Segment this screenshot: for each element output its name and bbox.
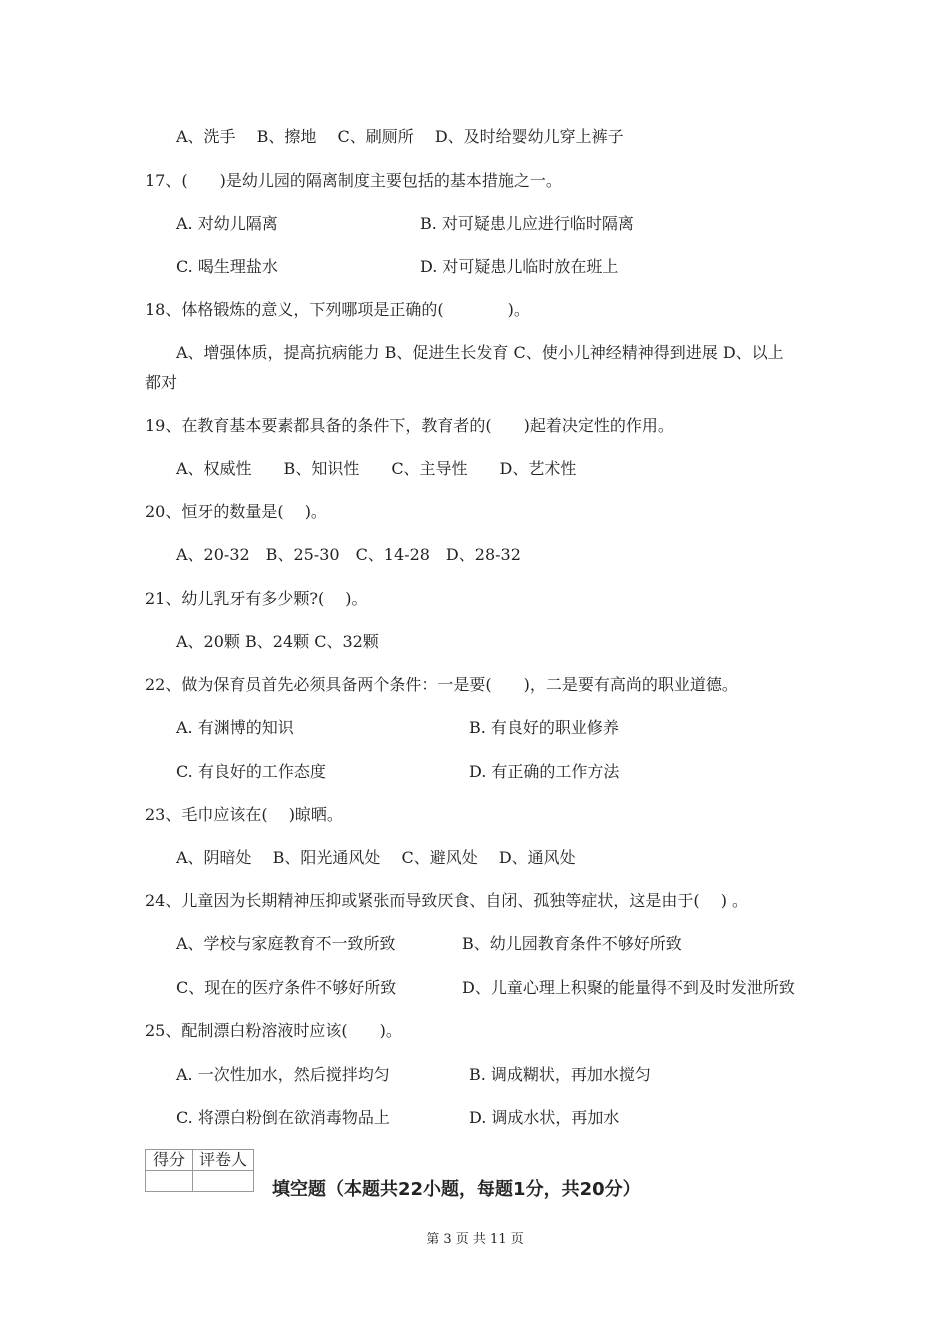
question-22-option-a: A. 有渊博的知识: [176, 718, 294, 737]
question-20-stem: 20、恒牙的数量是( )。: [145, 502, 327, 521]
question-22-option-d: D. 有正确的工作方法: [469, 762, 620, 781]
question-23-options: A、阴暗处 B、阳光通风处 C、避风处 D、通风处: [176, 848, 576, 867]
question-21-stem: 21、幼儿乳牙有多少颗?( )。: [145, 589, 368, 608]
score-header: 得分: [146, 1150, 193, 1171]
question-22-option-c: C. 有良好的工作态度: [176, 762, 326, 781]
question-22-stem: 22、做为保育员首先必须具备两个条件：一是要( )，二是要有高尚的职业道德。: [145, 675, 738, 694]
question-25-stem: 25、配制漂白粉溶液时应该( )。: [145, 1021, 402, 1040]
score-cell: [146, 1171, 193, 1192]
question-24-option-d: D、儿童心理上积聚的能量得不到及时发泄所致: [462, 978, 795, 997]
question-18-options-line1: A、增强体质，提高抗病能力 B、促进生长发育 C、使小儿神经精神得到进展 D、以上: [176, 343, 784, 362]
question-17-option-b: B. 对可疑患儿应进行临时隔离: [420, 214, 634, 233]
page-footer: 第 3 页 共 11 页: [426, 1232, 524, 1247]
question-16-options: A、洗手 B、擦地 C、刷厕所 D、及时给婴幼儿穿上裤子: [176, 127, 624, 146]
grader-cell: [193, 1171, 254, 1192]
question-18-stem: 18、体格锻炼的意义，下列哪项是正确的( )。: [145, 300, 530, 319]
question-20-options: A、20-32 B、25-30 C、14-28 D、28-32: [176, 545, 521, 564]
question-22-option-b: B. 有良好的职业修养: [469, 718, 619, 737]
question-17-option-c: C. 喝生理盐水: [176, 257, 278, 276]
question-25-option-b: B. 调成糊状，再加水搅匀: [469, 1065, 651, 1084]
question-17-option-a: A. 对幼儿隔离: [176, 214, 278, 233]
question-21-options: A、20颗 B、24颗 C、32颗: [176, 632, 379, 651]
question-25-option-c: C. 将漂白粉倒在欲消毒物品上: [176, 1108, 390, 1127]
question-25-option-d: D. 调成水状，再加水: [469, 1108, 620, 1127]
question-17-stem: 17、( )是幼儿园的隔离制度主要包括的基本措施之一。: [145, 171, 562, 190]
score-table: [145, 1149, 254, 1192]
question-17-option-d: D. 对可疑患儿临时放在班上: [420, 257, 619, 276]
question-23-stem: 23、毛巾应该在( )晾晒。: [145, 805, 343, 824]
question-19-stem: 19、在教育基本要素都具备的条件下，教育者的( )起着决定性的作用。: [145, 416, 674, 435]
question-24-option-a: A、学校与家庭教育不一致所致: [176, 934, 396, 953]
question-24-stem: 24、儿童因为长期精神压抑或紧张而导致厌食、自闭、孤独等症状，这是由于( ) 。: [145, 891, 749, 910]
section-title: 填空题（本题共22小题，每题1分，共20分）: [272, 1179, 641, 1200]
question-19-options: A、权威性 B、知识性 C、主导性 D、艺术性: [176, 459, 577, 478]
grader-header: 评卷人: [193, 1150, 254, 1171]
question-25-option-a: A. 一次性加水，然后搅拌均匀: [176, 1065, 390, 1084]
question-18-options-line2: 都对: [145, 373, 178, 392]
question-24-option-c: C、现在的医疗条件不够好所致: [176, 978, 397, 997]
question-24-option-b: B、幼儿园教育条件不够好所致: [462, 934, 682, 953]
